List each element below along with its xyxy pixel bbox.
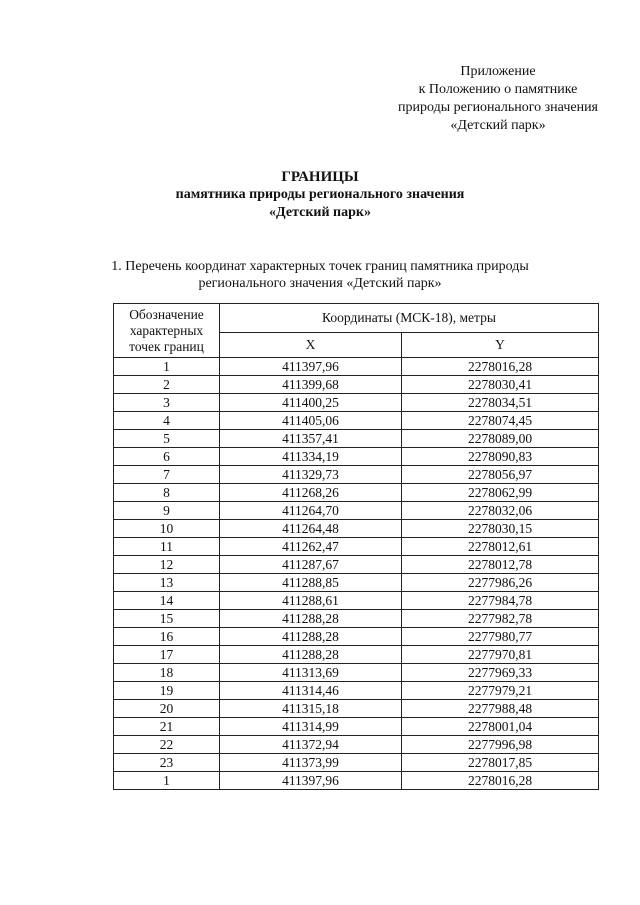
table-row [114,718,599,736]
x-coordinate-cell: 411262,47 [220,538,402,556]
y-coordinate-cell: 2278001,04 [402,718,599,736]
y-coordinate-cell: 2278030,41 [402,376,599,394]
x-coordinate-cell: 411288,28 [220,628,402,646]
table-row [114,394,599,412]
y-coordinate-cell: 2277996,98 [402,736,599,754]
y-coordinate-cell: 2278032,06 [402,502,599,520]
point-number-cell: 10 [114,520,220,538]
appendix-line: природы регионального значения [398,100,598,115]
y-coordinate-cell: 2278030,15 [402,520,599,538]
table-row [114,556,599,574]
table-row [114,538,599,556]
table-row [114,574,599,592]
table-row [114,646,599,664]
point-number-cell: 6 [114,448,220,466]
appendix-line: «Детский парк» [450,118,546,133]
point-number-cell: 14 [114,592,220,610]
appendix-heading [398,63,598,135]
appendix-line: Приложение [460,64,536,79]
point-number-cell: 9 [114,502,220,520]
header-y: Y [402,333,599,358]
y-coordinate-cell: 2278017,85 [402,754,599,772]
y-coordinate-cell: 2277970,81 [402,646,599,664]
title-line: ГРАНИЦЫ [281,169,359,185]
x-coordinate-cell: 411268,26 [220,484,402,502]
table-row [114,448,599,466]
x-coordinate-cell: 411264,70 [220,502,402,520]
point-number-cell: 13 [114,574,220,592]
y-coordinate-cell: 2278062,99 [402,484,599,502]
title-line: памятника природы регионального значения [175,187,465,202]
coordinates-table [113,303,599,790]
header-point-designation: Обозначение характерных точек границ [114,304,220,358]
y-coordinate-cell: 2278016,28 [402,358,599,376]
y-coordinate-cell: 2278034,51 [402,394,599,412]
point-number-cell: 5 [114,430,220,448]
point-number-cell: 16 [114,628,220,646]
table-row [114,358,599,376]
point-number-cell: 2 [114,376,220,394]
point-number-cell: 22 [114,736,220,754]
point-number-cell: 21 [114,718,220,736]
x-coordinate-cell: 411397,96 [220,358,402,376]
y-coordinate-cell: 2278090,83 [402,448,599,466]
x-coordinate-cell: 411399,68 [220,376,402,394]
table-row [114,700,599,718]
header-x: X [220,333,402,358]
point-number-cell: 3 [114,394,220,412]
y-coordinate-cell: 2277982,78 [402,610,599,628]
table-row [114,376,599,394]
title-line: «Детский парк» [269,205,371,220]
table-row [114,592,599,610]
x-coordinate-cell: 411288,85 [220,574,402,592]
x-coordinate-cell: 411315,18 [220,700,402,718]
y-coordinate-cell: 2277984,78 [402,592,599,610]
point-number-cell: 1 [114,358,220,376]
x-coordinate-cell: 411397,96 [220,772,402,790]
x-coordinate-cell: 411314,99 [220,718,402,736]
x-coordinate-cell: 411372,94 [220,736,402,754]
table-row [114,682,599,700]
x-coordinate-cell: 411264,48 [220,520,402,538]
table-row [114,502,599,520]
table-row [114,664,599,682]
document-title [0,168,640,222]
y-coordinate-cell: 2278012,78 [402,556,599,574]
table-row [114,520,599,538]
y-coordinate-cell: 2277980,77 [402,628,599,646]
y-coordinate-cell: 2278056,97 [402,466,599,484]
y-coordinate-cell: 2277986,26 [402,574,599,592]
table-row [114,484,599,502]
y-coordinate-cell: 2278089,00 [402,430,599,448]
x-coordinate-cell: 411288,28 [220,610,402,628]
header-coordinates: Координаты (МСК-18), метры [220,304,599,333]
x-coordinate-cell: 411288,28 [220,646,402,664]
point-number-cell: 4 [114,412,220,430]
x-coordinate-cell: 411400,25 [220,394,402,412]
table-row [114,772,599,790]
x-coordinate-cell: 411288,61 [220,592,402,610]
point-number-cell: 17 [114,646,220,664]
y-coordinate-cell: 2278016,28 [402,772,599,790]
y-coordinate-cell: 2278012,61 [402,538,599,556]
section-heading: 1. Перечень координат характерных точек границ памятника природы регионального значения «Детский парк» [111,259,529,291]
x-coordinate-cell: 411314,46 [220,682,402,700]
y-coordinate-cell: 2277969,33 [402,664,599,682]
point-number-cell: 15 [114,610,220,628]
table-row [114,754,599,772]
x-coordinate-cell: 411357,41 [220,430,402,448]
x-coordinate-cell: 411373,99 [220,754,402,772]
point-number-cell: 7 [114,466,220,484]
y-coordinate-cell: 2277988,48 [402,700,599,718]
x-coordinate-cell: 411287,67 [220,556,402,574]
y-coordinate-cell: 2277979,21 [402,682,599,700]
x-coordinate-cell: 411329,73 [220,466,402,484]
y-coordinate-cell: 2278074,45 [402,412,599,430]
point-number-cell: 12 [114,556,220,574]
point-number-cell: 20 [114,700,220,718]
point-number-cell: 18 [114,664,220,682]
x-coordinate-cell: 411405,06 [220,412,402,430]
point-number-cell: 8 [114,484,220,502]
table-row [114,628,599,646]
table-row [114,736,599,754]
table-row [114,610,599,628]
appendix-line: к Положению о памятнике [418,82,578,97]
point-number-cell: 23 [114,754,220,772]
table-row [114,412,599,430]
point-number-cell: 11 [114,538,220,556]
table-row [114,466,599,484]
point-number-cell: 19 [114,682,220,700]
x-coordinate-cell: 411313,69 [220,664,402,682]
point-number-cell: 1 [114,772,220,790]
x-coordinate-cell: 411334,19 [220,448,402,466]
table-row [114,430,599,448]
